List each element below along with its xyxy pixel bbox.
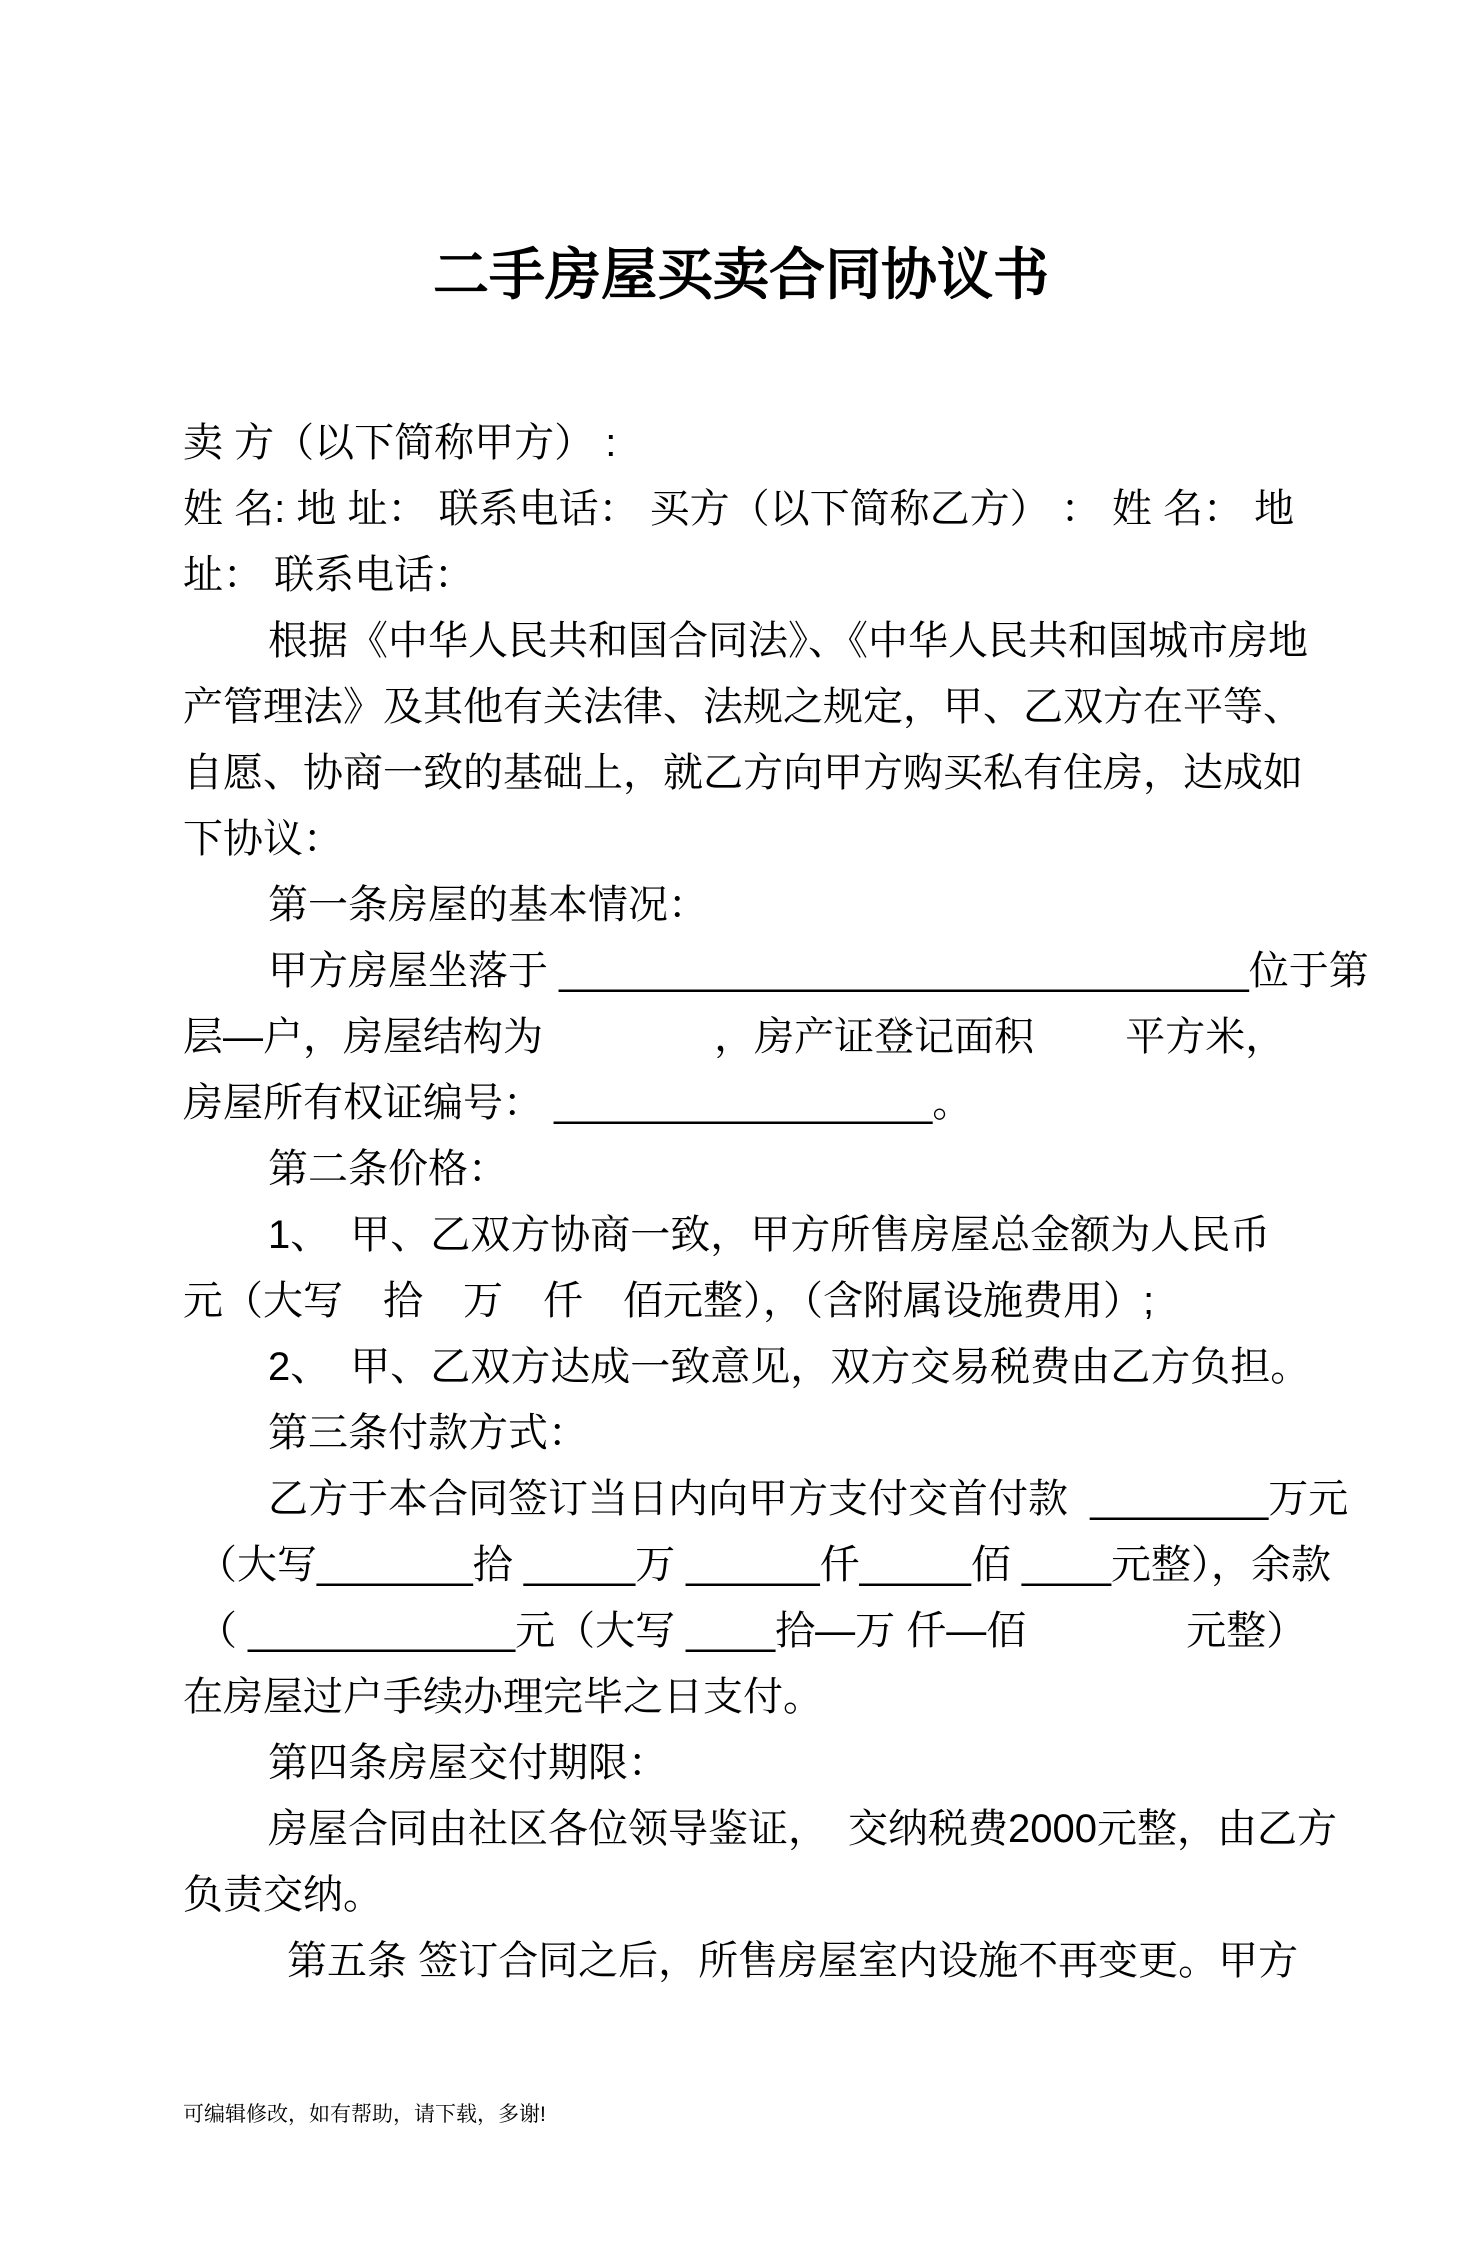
text-line: 下协议： [183,817,343,861]
text-line: 址： 联系电话： [183,553,475,597]
text-line: 甲方房屋坐落于 _______________________________位于第 [268,949,1369,993]
text-line: 元（大写 拾 万 仟 佰元整），（含附属设施费用）; [183,1279,1155,1323]
text-line: 2、 甲、乙双方达成一致意见，双方交易税费由乙方负担。 [268,1345,1311,1389]
text-line: 在房屋过户手续办理完毕之日支付。 [183,1675,823,1719]
text-line: 姓 名: 地 址： 联系电话： 买方（以下简称乙方） ： 姓 名： 地 [183,487,1295,531]
text-line: 根据《中华人民共和国合同法》、《中华人民共和国城市房地 [268,619,1308,663]
text-line: 1、 甲、乙双方协商一致，甲方所售房屋总金额为人民币 [268,1213,1271,1257]
document-body [0,410,1482,1994]
text-line: 产管理法》及其他有关法律、法规之规定，甲、乙双方在平等、 [183,685,1303,729]
text-line: 房屋所有权证编号： _________________。 [183,1081,973,1125]
text-line: 自愿、协商一致的基础上，就乙方向甲方购买私有住房，达成如 [183,751,1303,795]
text-line: 乙方于本合同签订当日内向甲方支付交首付款 ________万元 [268,1477,1349,1521]
text-line: 第一条房屋的基本情况： [268,883,708,927]
text-line: 第四条房屋交付期限： [268,1741,668,1785]
text-line: （ ____________元（大写 ____拾—万 仟—佰 元整） [197,1609,1307,1653]
text-line: 层—户，房屋结构为 ，房产证登记面积 平方米， [183,1015,1286,1059]
text-line: 负责交纳。 [183,1873,383,1917]
text-line: 房屋合同由社区各位领导鉴证， 交纳税费2000元整，由乙方 [268,1807,1337,1851]
text-line: 卖 方（以下简称甲方） : [183,421,617,465]
text-line: 第五条 签订合同之后，所售房屋室内设施不再变更。甲方 [287,1939,1299,1983]
text-line: 第二条价格： [268,1147,508,1191]
text-line: （大写_______拾 _____万 ______仟_____佰 ____元整），余款 [197,1543,1331,1587]
footer-note: 可编辑修改，如有帮助，请下载，多谢! [183,2103,546,2126]
page-title: 二手房屋买卖合同协议书 [433,243,1049,306]
text-line: 第三条付款方式： [268,1411,588,1455]
